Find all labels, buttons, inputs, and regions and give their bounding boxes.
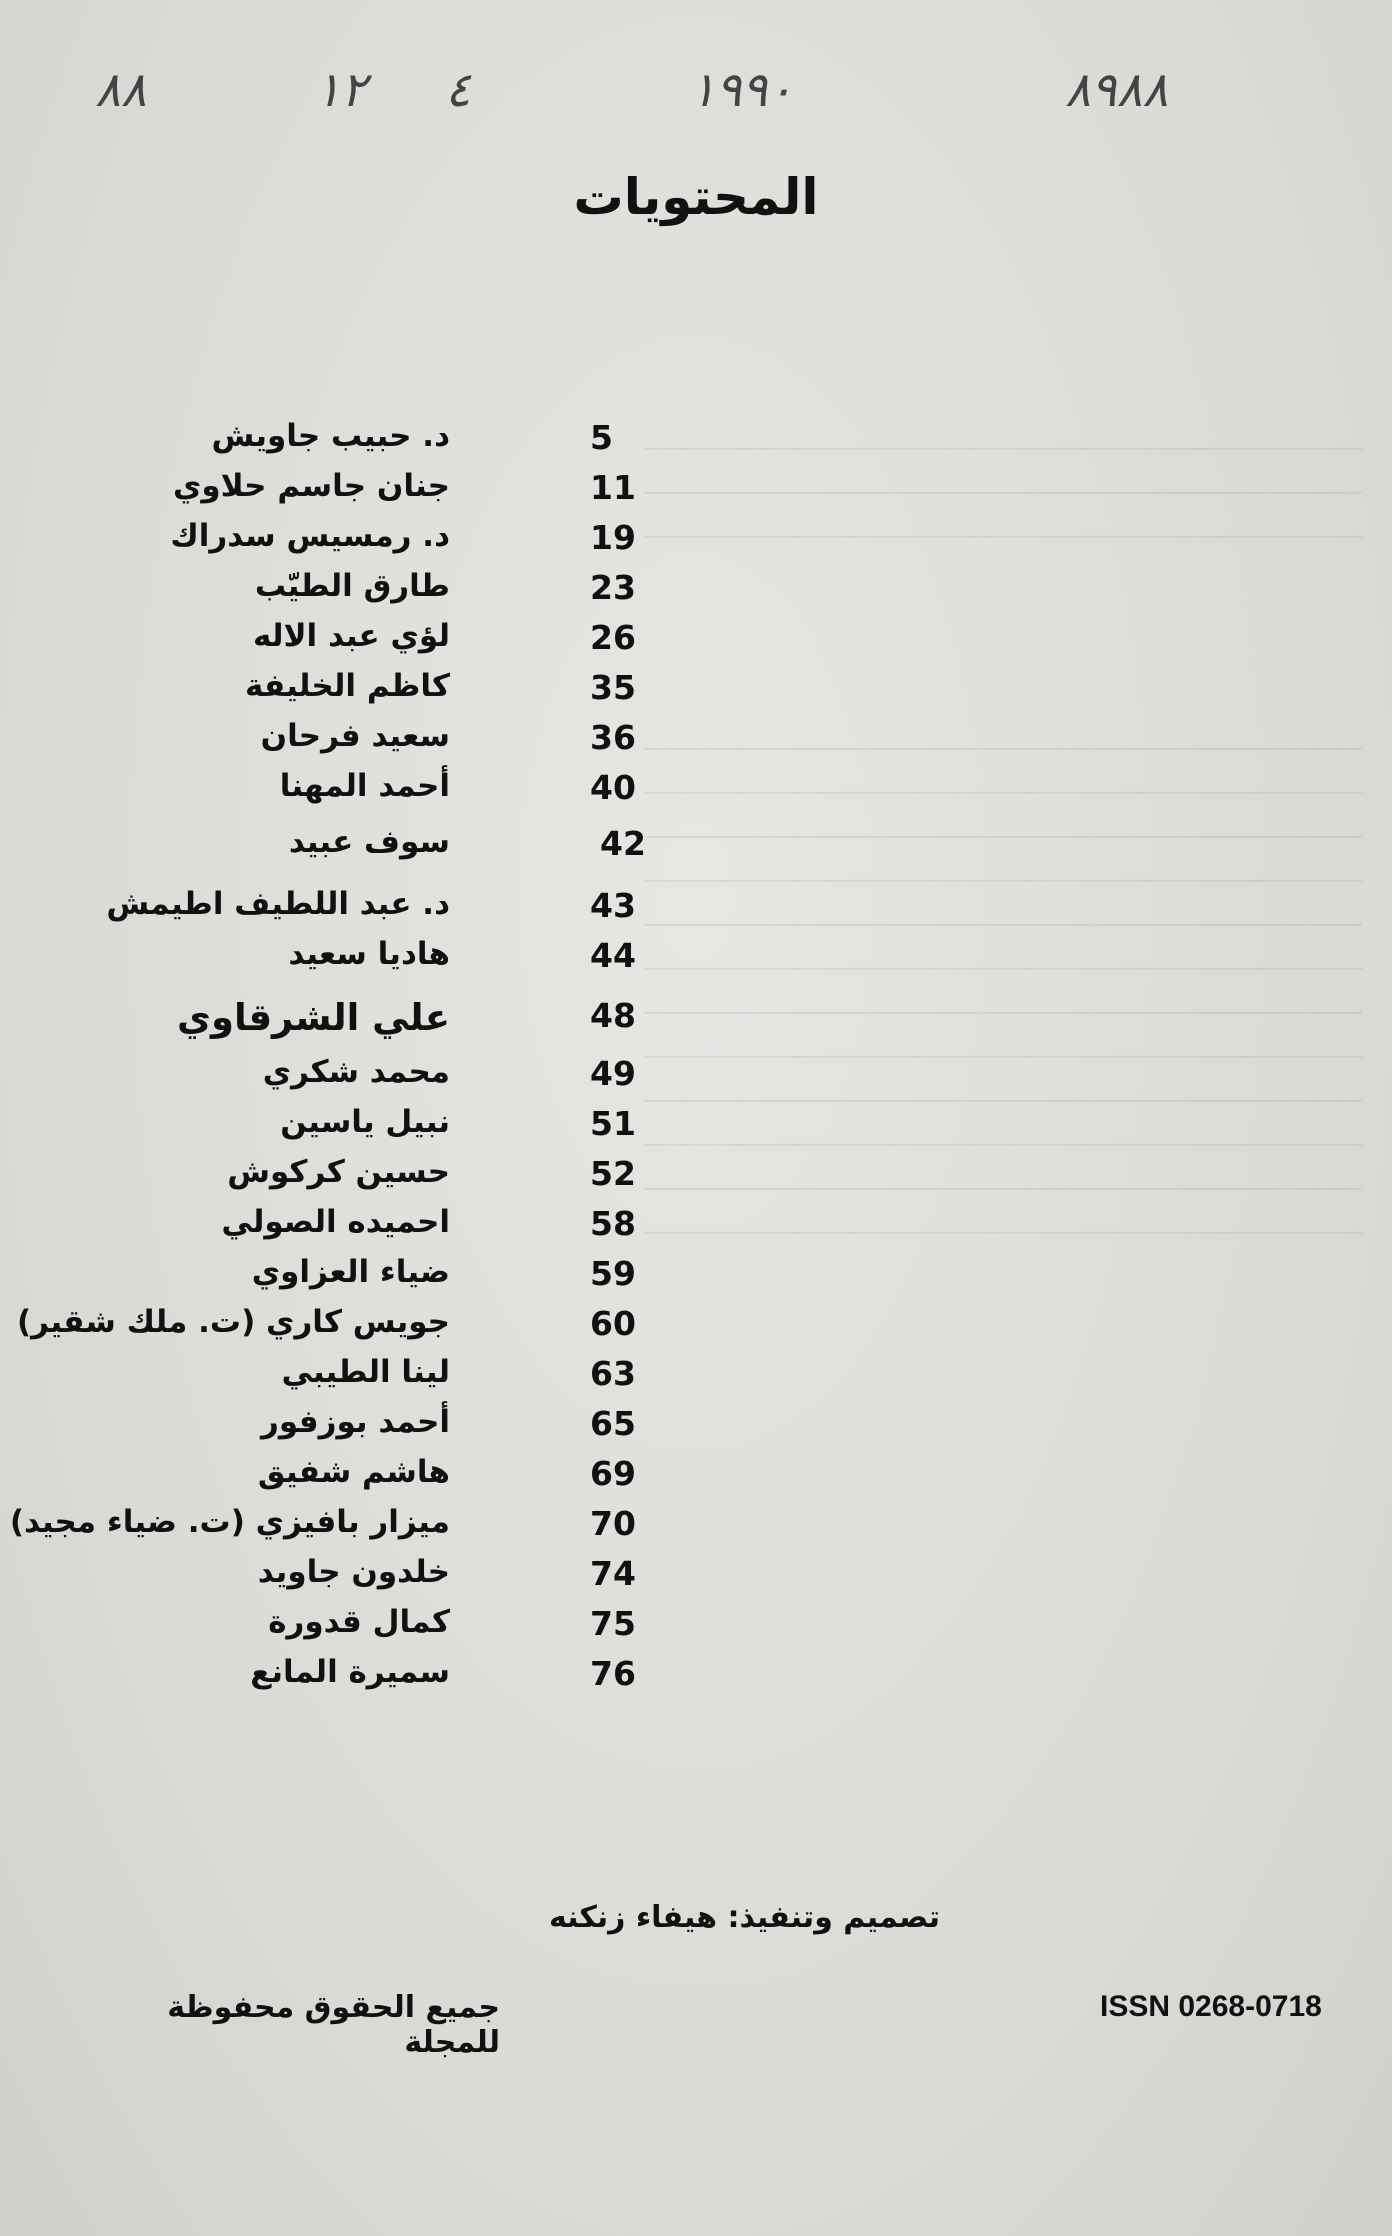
toc-author: د. رمسيس سدراك bbox=[170, 518, 450, 554]
toc-author: جويس كاري (ت. ملك شقير) bbox=[16, 1304, 450, 1340]
toc-author: خلدون جاويد bbox=[257, 1554, 450, 1590]
toc-author: كمال قدورة bbox=[268, 1604, 450, 1640]
toc-author: لؤي عبد الاله bbox=[253, 618, 450, 654]
toc-author: حسين كركوش bbox=[227, 1154, 450, 1190]
toc-page-number: 19 bbox=[590, 518, 636, 557]
toc-page-number: 74 bbox=[590, 1554, 636, 1593]
handwritten-day: ١٢ bbox=[315, 62, 367, 118]
issn-number: ISSN 0268-0718 bbox=[1100, 1990, 1322, 2023]
handwritten-catalog-number: ٨٩٨٨ bbox=[1065, 62, 1169, 118]
toc-page-number: 51 bbox=[590, 1104, 636, 1143]
toc-page-number: 11 bbox=[590, 468, 636, 507]
toc-page-number: 59 bbox=[590, 1254, 636, 1293]
toc-page-number: 36 bbox=[590, 718, 636, 757]
toc-author: د. حبيب جاويش bbox=[211, 418, 450, 454]
toc-author: د. عبد اللطيف اطيمش bbox=[106, 886, 450, 922]
toc-page-number: 75 bbox=[590, 1604, 636, 1643]
toc-author: كاظم الخليفة bbox=[245, 668, 450, 704]
toc-page-number: 52 bbox=[590, 1154, 636, 1193]
toc-page-number: 42 bbox=[600, 824, 646, 863]
toc-page-number: 65 bbox=[590, 1404, 636, 1443]
page-title: المحتويات bbox=[573, 168, 819, 226]
toc-page-number: 26 bbox=[590, 618, 636, 657]
handwritten-year: ١٩٩٠ bbox=[690, 62, 794, 118]
toc-page-number: 63 bbox=[590, 1354, 636, 1393]
toc-author: نبيل ياسين bbox=[280, 1104, 450, 1140]
toc-page-number: 23 bbox=[590, 568, 636, 607]
toc-page-number: 48 bbox=[590, 996, 636, 1035]
toc-author: ميزار بافيزي (ت. ضياء مجيد) bbox=[9, 1504, 450, 1540]
toc-page-number: 43 bbox=[590, 886, 636, 925]
toc-page-number: 76 bbox=[590, 1654, 636, 1693]
show-through-texture-lower: ــــــــــــــــــــــــــــــــــــــــــــــــــــــــــــــــــــــــــــــــــــــــــــــــــــــ ــــــــــــــــــــــــــــــــــــــــــــــــــــــــــــــــــــــــــــــــــــــــــــــــــــــ ــــــــــــــــــــــــــــــــــــــــــــــــــــــــــــــــــــــــــــــــــــــــــــــــــــــ ــــــــــــــــــــــــــــــــــــــــــــــــــــــــــــــــــــــــــــــــــــــــــــــــــــــ ــــــــــــــــــــــــــــــــــــــــــــــــــــــــــــــــــــــــــــــــــــــــــــــــــــــ ــــــــــــــــــــــــــــــــــــــــــــــــــــــــــــــــــــــــــــــــــــــــــــــــــــــ ــــــــــــــــــــــــــــــــــــــــــــــــــــــــــــــــــــــــــــــــــــــــــــــــــــــ ــــــــــــــــــــــــــــــــــــــــــــــــــــــــــــــــــــــــــــــــــــــــــــــــــــــ ــــــــــــــــــــــــــــــــــــــــــــــــــــــــــــــــــــــــــــــــــــــــــــــــــــــ ــــــــــــــــــــــــــــــــــــــــــــــــــــــــــــــــــــــــــــــــــــــــــــــــــــــ ــــــــــــــــــــــــــــــــــــــــــــــــــــــــــــــــــــــــــــــــــــــــــــــــــــــ ــــــــــــــــــــــــــــــــــــــــــــــــــــــــــــــــــــــــــــــــــــــــــــــــــــــ bbox=[644, 728, 1362, 1240]
toc-author: سوف عبيد bbox=[288, 824, 450, 860]
toc-page-number: 70 bbox=[590, 1504, 636, 1543]
copyright-notice: جميع الحقوق محفوظة للمجلة bbox=[167, 1990, 500, 2060]
show-through-texture: ــــــــــــــــــــــــــــــــــــــــــــــــــــــــــــــــــــــــــــــــــــــــــــــــــــــ ــــــــــــــــــــــــــــــــــــــــــــــــــــــــــــــــــــــــــــــــــــــــــــــــــــــ ــــــــــــــــــــــــــــــــــــــــــــــــــــــــــــــــــــــــــــــــــــــــــــــــــــــ bbox=[644, 428, 1362, 544]
toc-page-number: 69 bbox=[590, 1454, 636, 1493]
toc-page-number: 5 bbox=[590, 418, 613, 457]
toc-author: جنان جاسم حلاوي bbox=[172, 468, 450, 504]
toc-author: أحمد بوزفور bbox=[261, 1404, 450, 1440]
toc-author: طارق الطيّب bbox=[254, 568, 450, 604]
toc-author: هاشم شفيق bbox=[257, 1454, 450, 1490]
handwritten-month: ٤ bbox=[445, 62, 471, 118]
toc-author: هاديا سعيد bbox=[288, 936, 450, 972]
toc-author: ضياء العزاوي bbox=[251, 1254, 450, 1290]
toc-page-number: 44 bbox=[590, 936, 636, 975]
toc-author: علي الشرقاوي bbox=[177, 996, 450, 1039]
toc-author: لينا الطيبي bbox=[281, 1354, 450, 1390]
toc-page-number: 40 bbox=[590, 768, 636, 807]
toc-author: سميرة المانع bbox=[250, 1654, 450, 1690]
toc-author: محمد شكري bbox=[262, 1054, 450, 1090]
toc-author: أحمد المهنا bbox=[279, 768, 450, 804]
design-credit: تصميم وتنفيذ: هيفاء زنكنه bbox=[548, 1900, 940, 1935]
handwritten-issue: ٨٨ bbox=[95, 62, 147, 118]
toc-page-number: 60 bbox=[590, 1304, 636, 1343]
toc-author: سعيد فرحان bbox=[260, 718, 450, 754]
toc-page-number: 49 bbox=[590, 1054, 636, 1093]
toc-page-number: 58 bbox=[590, 1204, 636, 1243]
toc-page-number: 35 bbox=[590, 668, 636, 707]
toc-author: احميده الصولي bbox=[221, 1204, 450, 1240]
